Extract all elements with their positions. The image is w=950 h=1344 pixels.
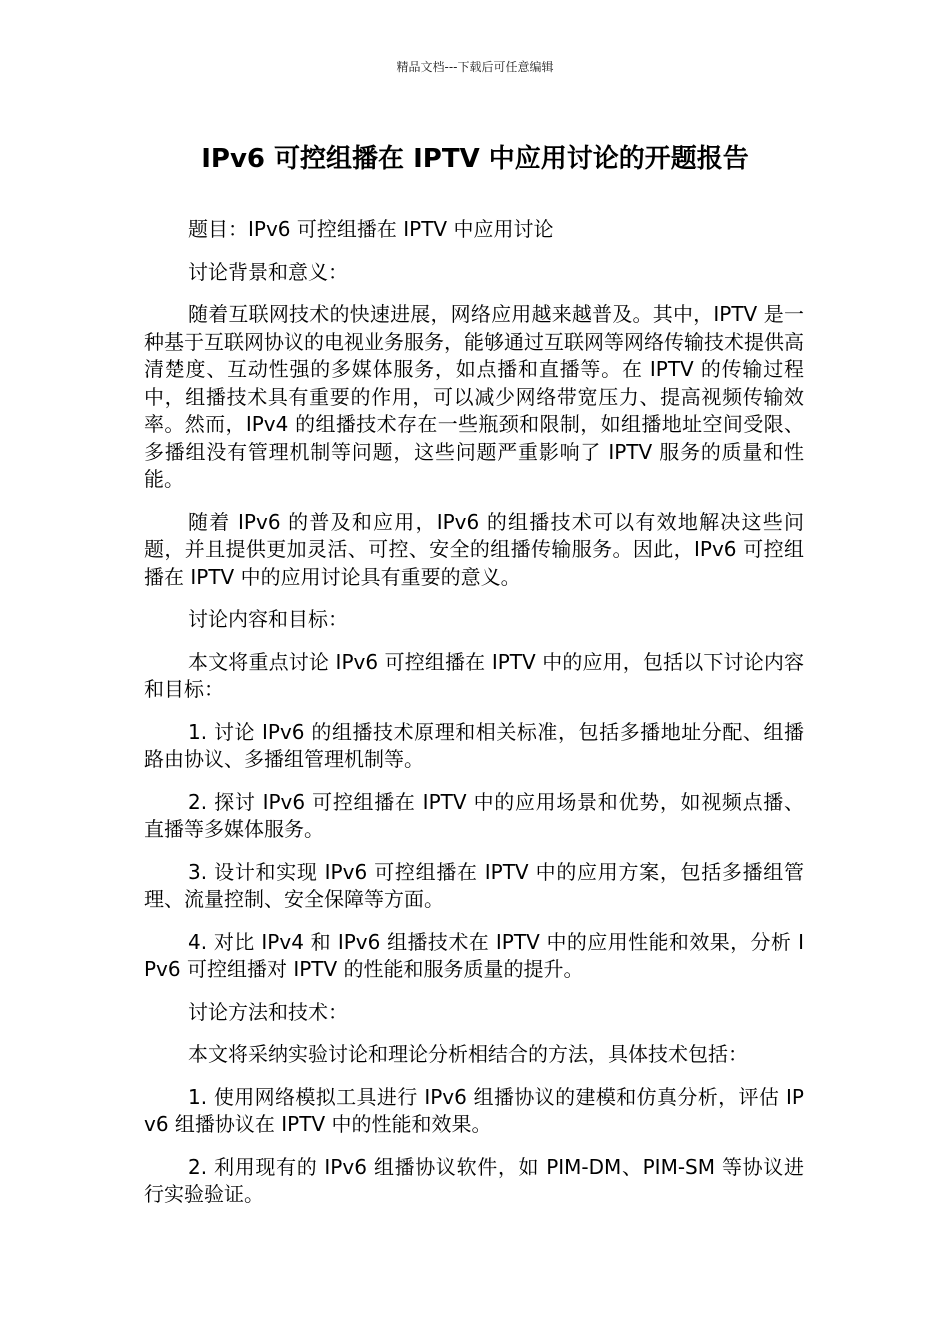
paragraph-background-heading: 讨论背景和意义： xyxy=(188,259,348,284)
paragraph-content-intro: 本文将重点讨论 IPv6 可控组播在 IPTV 中的应用，包括以下讨论内容和目标： xyxy=(144,649,804,701)
paragraph-content-item-3: 3. 设计和实现 IPv6 可控组播在 IPTV 中的应用方案，包括多播组管理、流量控制、安全保障等方面。 xyxy=(144,859,804,911)
document-body xyxy=(144,216,804,1224)
paragraph-background-2: 随着 IPv6 的普及和应用，IPv6 的组播技术可以有效地解决这些问题，并且提供更加灵活、可控、安全的组播传输服务。因此，IPv6 可控组播在 IPTV 中的应用讨论具有重要的意义。 xyxy=(144,509,804,589)
paragraph-method-intro: 本文将采纳实验讨论和理论分析相结合的方法，具体技术包括： xyxy=(188,1042,748,1066)
paragraph-content-item-1: 1. 讨论 IPv6 的组播技术原理和相关标准，包括多播地址分配、组播路由协议、多播组管理机制等。 xyxy=(144,719,804,771)
header-note: 精品文档---下载后可任意编辑 xyxy=(396,60,554,74)
paragraph-topic: 题目：IPv6 可控组播在 IPTV 中应用讨论 xyxy=(188,217,554,241)
paragraph-content-item-4: 4. 对比 IPv4 和 IPv6 组播技术在 IPTV 中的应用性能和效果，分析 IPv6 可控组播对 IPTV 的性能和服务质量的提升。 xyxy=(144,929,804,981)
paragraph-method-item-2: 2. 利用现有的 IPv6 组播协议软件，如 PIM-DM、PIM-SM 等协议进行实验验证。 xyxy=(144,1154,804,1206)
paragraph-content-item-2: 2. 探讨 IPv6 可控组播在 IPTV 中的应用场景和优势，如视频点播、直播等多媒体服务。 xyxy=(144,789,804,841)
paragraph-method-item-1: 1. 使用网络模拟工具进行 IPv6 组播协议的建模和仿真分析，评估 IPv6 组播协议在 IPTV 中的性能和效果。 xyxy=(144,1084,804,1136)
paragraph-background-1: 随着互联网技术的快速进展，网络应用越来越普及。其中，IPTV 是一种基于互联网协议的电视业务服务，能够通过互联网等网络传输技术提供高清楚度、互动性强的多媒体服务，如点播和直播等。在 IPTV 的传输过程中，组播技术具有重要的作用，可以减少网络带宽压力、提高视频传输效率。然而，IPv4 的组播技术存在一些瓶颈和限制，如组播地址空间受限、多播组没有管理机制等问题，这些问题严重影响了 IPTV 服务的质量和性能。 xyxy=(144,302,804,491)
document-title: IPv6 可控组播在 IPTV 中应用讨论的开题报告 xyxy=(201,144,749,174)
paragraph-content-heading: 讨论内容和目标： xyxy=(188,607,348,631)
paragraph-method-heading: 讨论方法和技术： xyxy=(188,999,348,1024)
